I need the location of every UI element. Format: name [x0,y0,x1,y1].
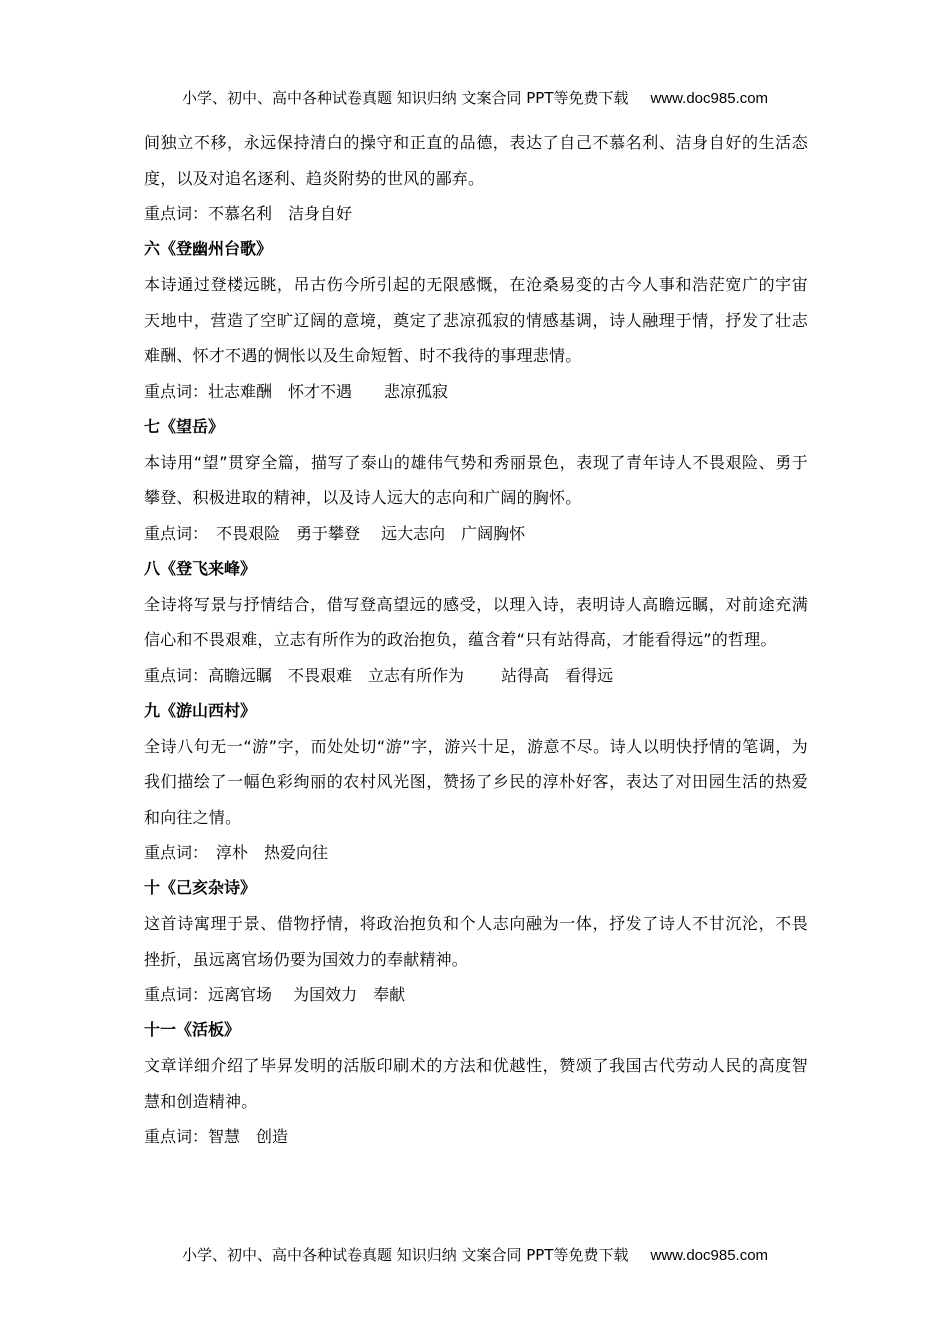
section-keywords-6: 重点词：壮志难酬 怀才不遇 悲凉孤寂 [144,381,449,401]
page-footer [0,1245,950,1266]
section-keywords-8: 重点词：高瞻远瞩 不畏艰难 立志有所作为 站得高 看得远 [144,665,614,685]
section-title-8: 八《登飞来峰》 [144,558,257,578]
document-body [144,125,808,1154]
section-text-8: 全诗将写景与抒情结合，借写登高望远的感受，以理入诗，表明诗人高瞻远瞩，对前途充满信心和不畏艰难，立志有所作为的政治抱负，蕴含着“只有站得高，才能看得远”的哲理。 [144,594,808,649]
footer-text: 小学、初中、高中各种试卷真题 知识归纳 文案合同 PPT等免费下载 [181,1246,629,1264]
header-url[interactable]: www.doc985.com [650,90,769,107]
header-text: 小学、初中、高中各种试卷真题 知识归纳 文案合同 PPT等免费下载 [181,89,629,107]
section-text-9: 全诗八句无一“游”字，而处处切“游”字，游兴十足，游意不尽。诗人以明快抒情的笔调，为我们描绘了一幅色彩绚丽的农村风光图，赞扬了乡民的淳朴好客，表达了对田园生活的热爱和向往之情。 [144,736,808,827]
section-keywords-10: 重点词：远离官场 为国效力 奉献 [144,985,406,1004]
section-text-10: 这首诗寓理于景、借物抒情，将政治抱负和个人志向融为一体，抒发了诗人不甘沉沦，不畏挫折，虽远离官场仍要为国效力的奉献精神。 [144,914,808,969]
section-keywords-9: 重点词： 淳朴 热爱向往 [144,843,329,862]
section-title-10: 十《己亥杂诗》 [144,878,257,897]
section-keywords-7: 重点词： 不畏艰险 勇于攀登 远大志向 广阔胸怀 [144,523,526,543]
section-text-6: 本诗通过登楼远眺，吊古伤今所引起的无限感慨，在沧桑易变的古今人事和浩茫宽广的宇宙天地中，营造了空旷辽阔的意境，奠定了悲凉孤寂的情感基调，诗人融理于情，抒发了壮志难酬、怀才不遇的惆怅以及生命短暂、时不我待的事理悲情。 [144,275,808,365]
section-title-9: 九《游山西村》 [144,700,257,720]
section-title-7: 七《望岳》 [144,416,225,436]
section-title-6: 六《登幽州台歌》 [144,239,273,258]
page-header [0,88,950,109]
continuation-keywords: 重点词：不慕名利 洁身自好 [144,204,353,223]
continuation-paragraph: 间独立不移，永远保持清白的操守和正直的品德，表达了自己不慕名利、洁身自好的生活态度，以及对追名逐利、趋炎附势的世风的鄙弃。 [144,133,808,188]
section-keywords-11: 重点词：智慧 创造 [144,1127,289,1146]
footer-url[interactable]: www.doc985.com [650,1247,769,1264]
section-text-7: 本诗用“望”贯穿全篇，描写了泰山的雄伟气势和秀丽景色，表现了青年诗人不畏艰险、勇于攀登、积极进取的精神，以及诗人远大的志向和广阔的胸怀。 [144,452,808,507]
section-title-11: 十一《活板》 [144,1020,241,1039]
section-text-11: 文章详细介绍了毕昇发明的活版印刷术的方法和优越性，赞颂了我国古代劳动人民的高度智慧和创造精神。 [144,1056,808,1111]
